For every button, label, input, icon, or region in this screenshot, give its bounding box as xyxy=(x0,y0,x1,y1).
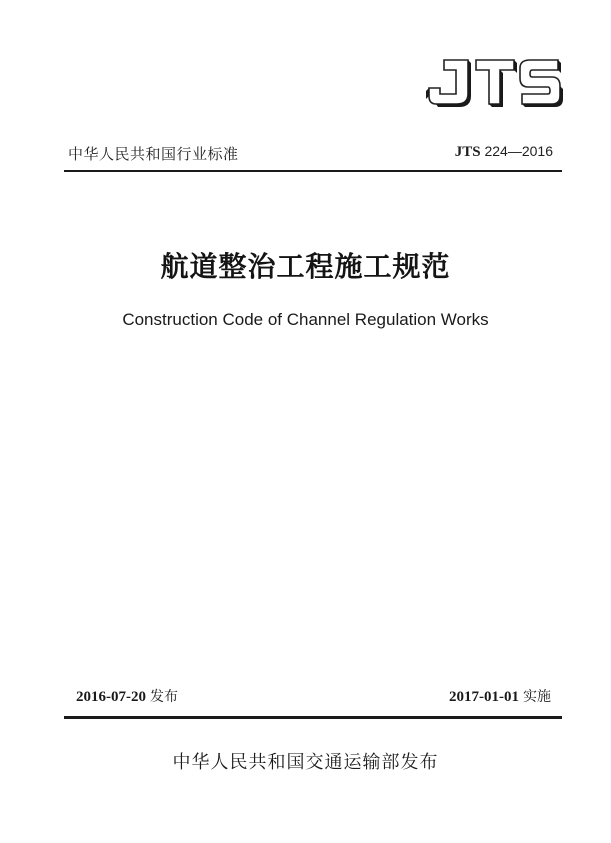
issued-label: 发布 xyxy=(150,689,178,705)
issued-date-block xyxy=(76,686,178,706)
issued-date: 2016-07-20 xyxy=(76,689,146,705)
effective-date: 2017-01-01 xyxy=(449,689,519,705)
effective-date-block xyxy=(449,686,551,706)
standard-category: 中华人民共和国行业标准 xyxy=(68,145,239,163)
standard-code-number: 224—2016 xyxy=(480,143,553,159)
effective-label: 实施 xyxy=(523,689,551,705)
title-chinese: 航道整治工程施工规范 xyxy=(160,250,451,283)
footer-divider xyxy=(64,716,562,719)
title-english: Construction Code of Channel Regulation Works xyxy=(122,310,489,329)
standard-code xyxy=(455,143,553,161)
header-divider xyxy=(64,170,562,172)
jts-logo xyxy=(426,56,564,108)
publisher: 中华人民共和国交通运输部发布 xyxy=(172,752,439,773)
standard-code-prefix: JTS xyxy=(454,144,481,160)
jts-logo-graphic xyxy=(426,56,564,108)
